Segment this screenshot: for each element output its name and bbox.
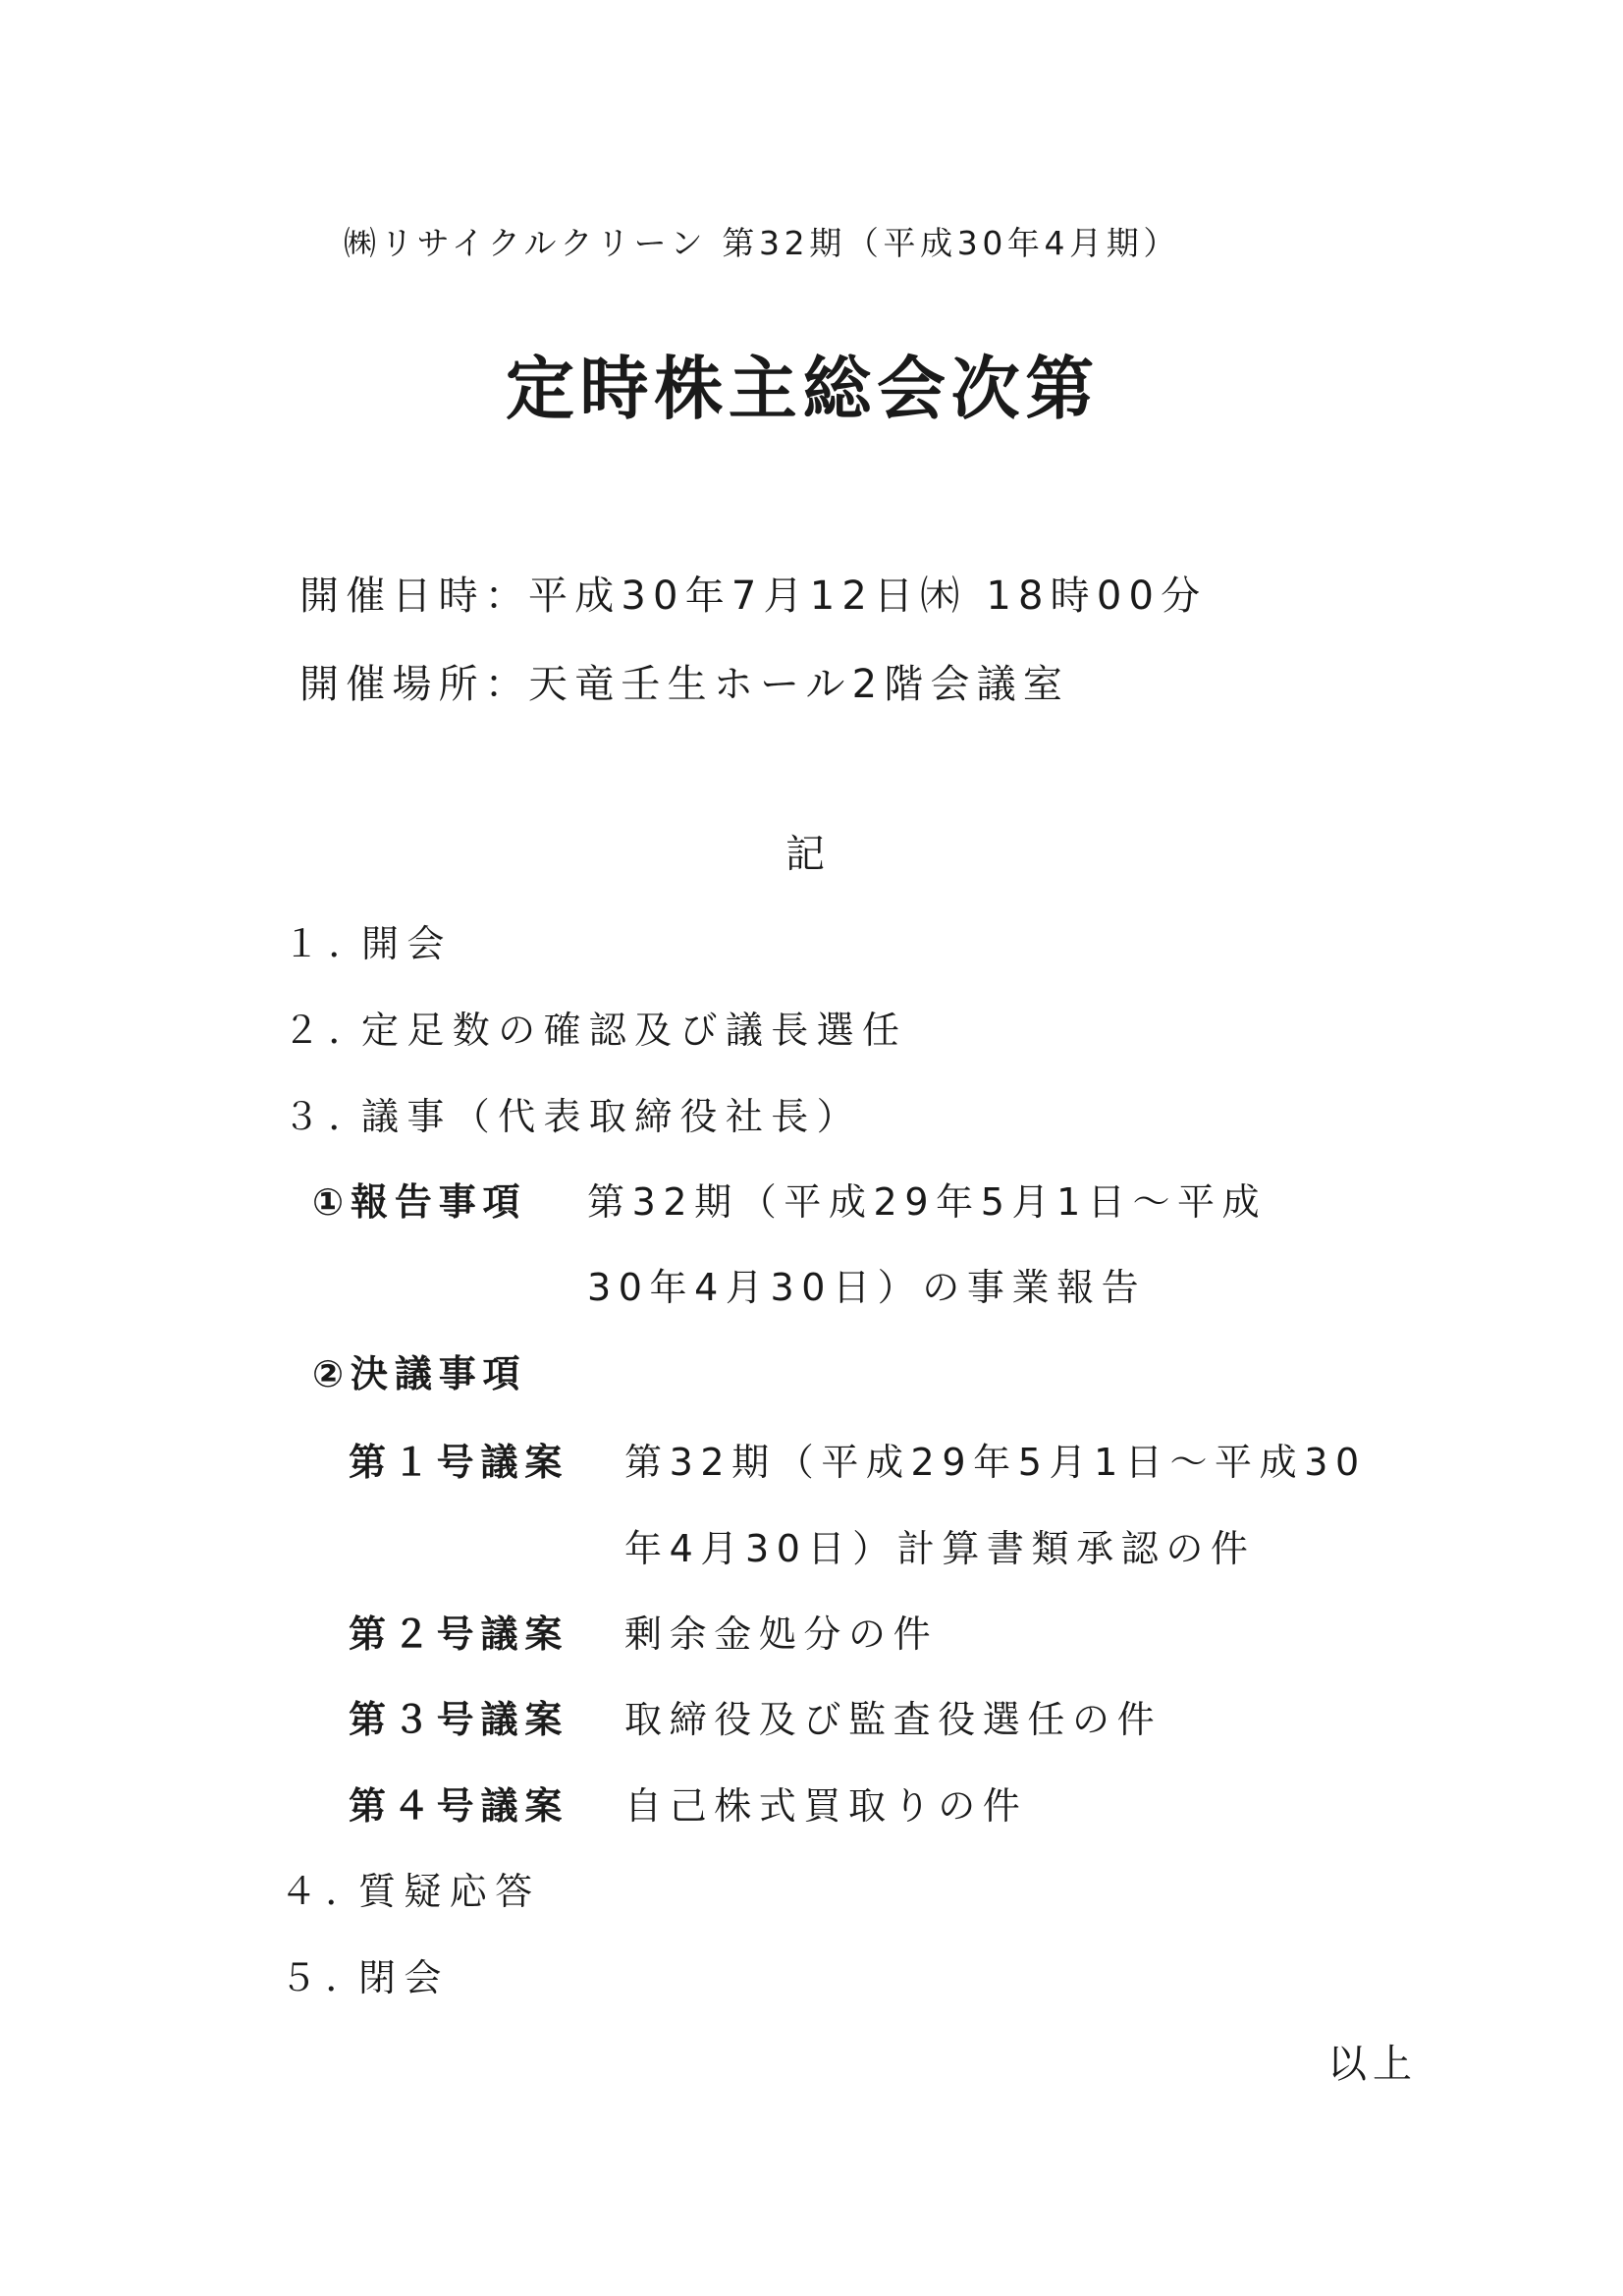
report-text-line1: 第32期（平成29年5月1日～平成 <box>587 1180 1268 1224</box>
agenda-item-number: ３． <box>283 1095 374 1138</box>
agenda-item-4 <box>280 1861 540 1915</box>
date-label: 開催日時： <box>299 574 531 619</box>
agenda-item-number: ４． <box>280 1870 371 1913</box>
place-label: 開催場所： <box>299 662 531 707</box>
agenda-item-number: ５． <box>280 1956 371 1999</box>
document-title: 定時株主総会次第 <box>506 349 1100 429</box>
proposal-4-text: 自己株式買取りの件 <box>624 1784 1028 1828</box>
report-text-line2: 30年4月30日）の事業報告 <box>587 1266 1147 1309</box>
ki-heading: 記 <box>785 832 825 877</box>
proposal-1-text-line2: 年4月30日）計算書類承認の件 <box>624 1527 1256 1570</box>
agenda-item-1 <box>283 913 453 967</box>
agenda-item-3 <box>283 1086 862 1140</box>
report-heading: ①報告事項 <box>312 1180 527 1224</box>
proposal-2-heading: 第２号議案 <box>349 1613 569 1656</box>
agenda-item-text: 議事（代表取締役社長） <box>361 1095 862 1138</box>
agenda-item-text: 開会 <box>361 922 453 965</box>
date-value: 平成30年7月12日㈭ 18時00分 <box>528 574 1208 619</box>
agenda-item-2 <box>283 1000 907 1054</box>
agenda-item-number: ２． <box>283 1009 374 1052</box>
agenda-item-text: 定足数の確認及び議長選任 <box>361 1009 908 1052</box>
agenda-item-text: 閉会 <box>358 1956 450 1999</box>
place-value: 天竜壬生ホール2階会議室 <box>528 662 1070 707</box>
proposal-1-heading: 第１号議案 <box>349 1441 569 1484</box>
proposal-3-heading: 第３号議案 <box>349 1698 569 1741</box>
resolution-heading: ②決議事項 <box>312 1352 527 1395</box>
agenda-item-text: 質疑応答 <box>358 1870 541 1913</box>
agenda-item-5 <box>280 1947 450 2001</box>
closing-mark: 以上 <box>1327 2042 1418 2087</box>
proposal-3-text: 取締役及び監査役選任の件 <box>624 1698 1163 1741</box>
proposal-1-text-line1: 第32期（平成29年5月1日～平成30 <box>624 1441 1367 1484</box>
agenda-item-number: １． <box>283 922 374 965</box>
proposal-2-text: 剰余金処分の件 <box>624 1613 939 1656</box>
proposal-4-heading: 第４号議案 <box>349 1784 569 1828</box>
document-subtitle: ㈱リサイクルクリーン 第32期（平成30年4月期） <box>344 224 1181 262</box>
